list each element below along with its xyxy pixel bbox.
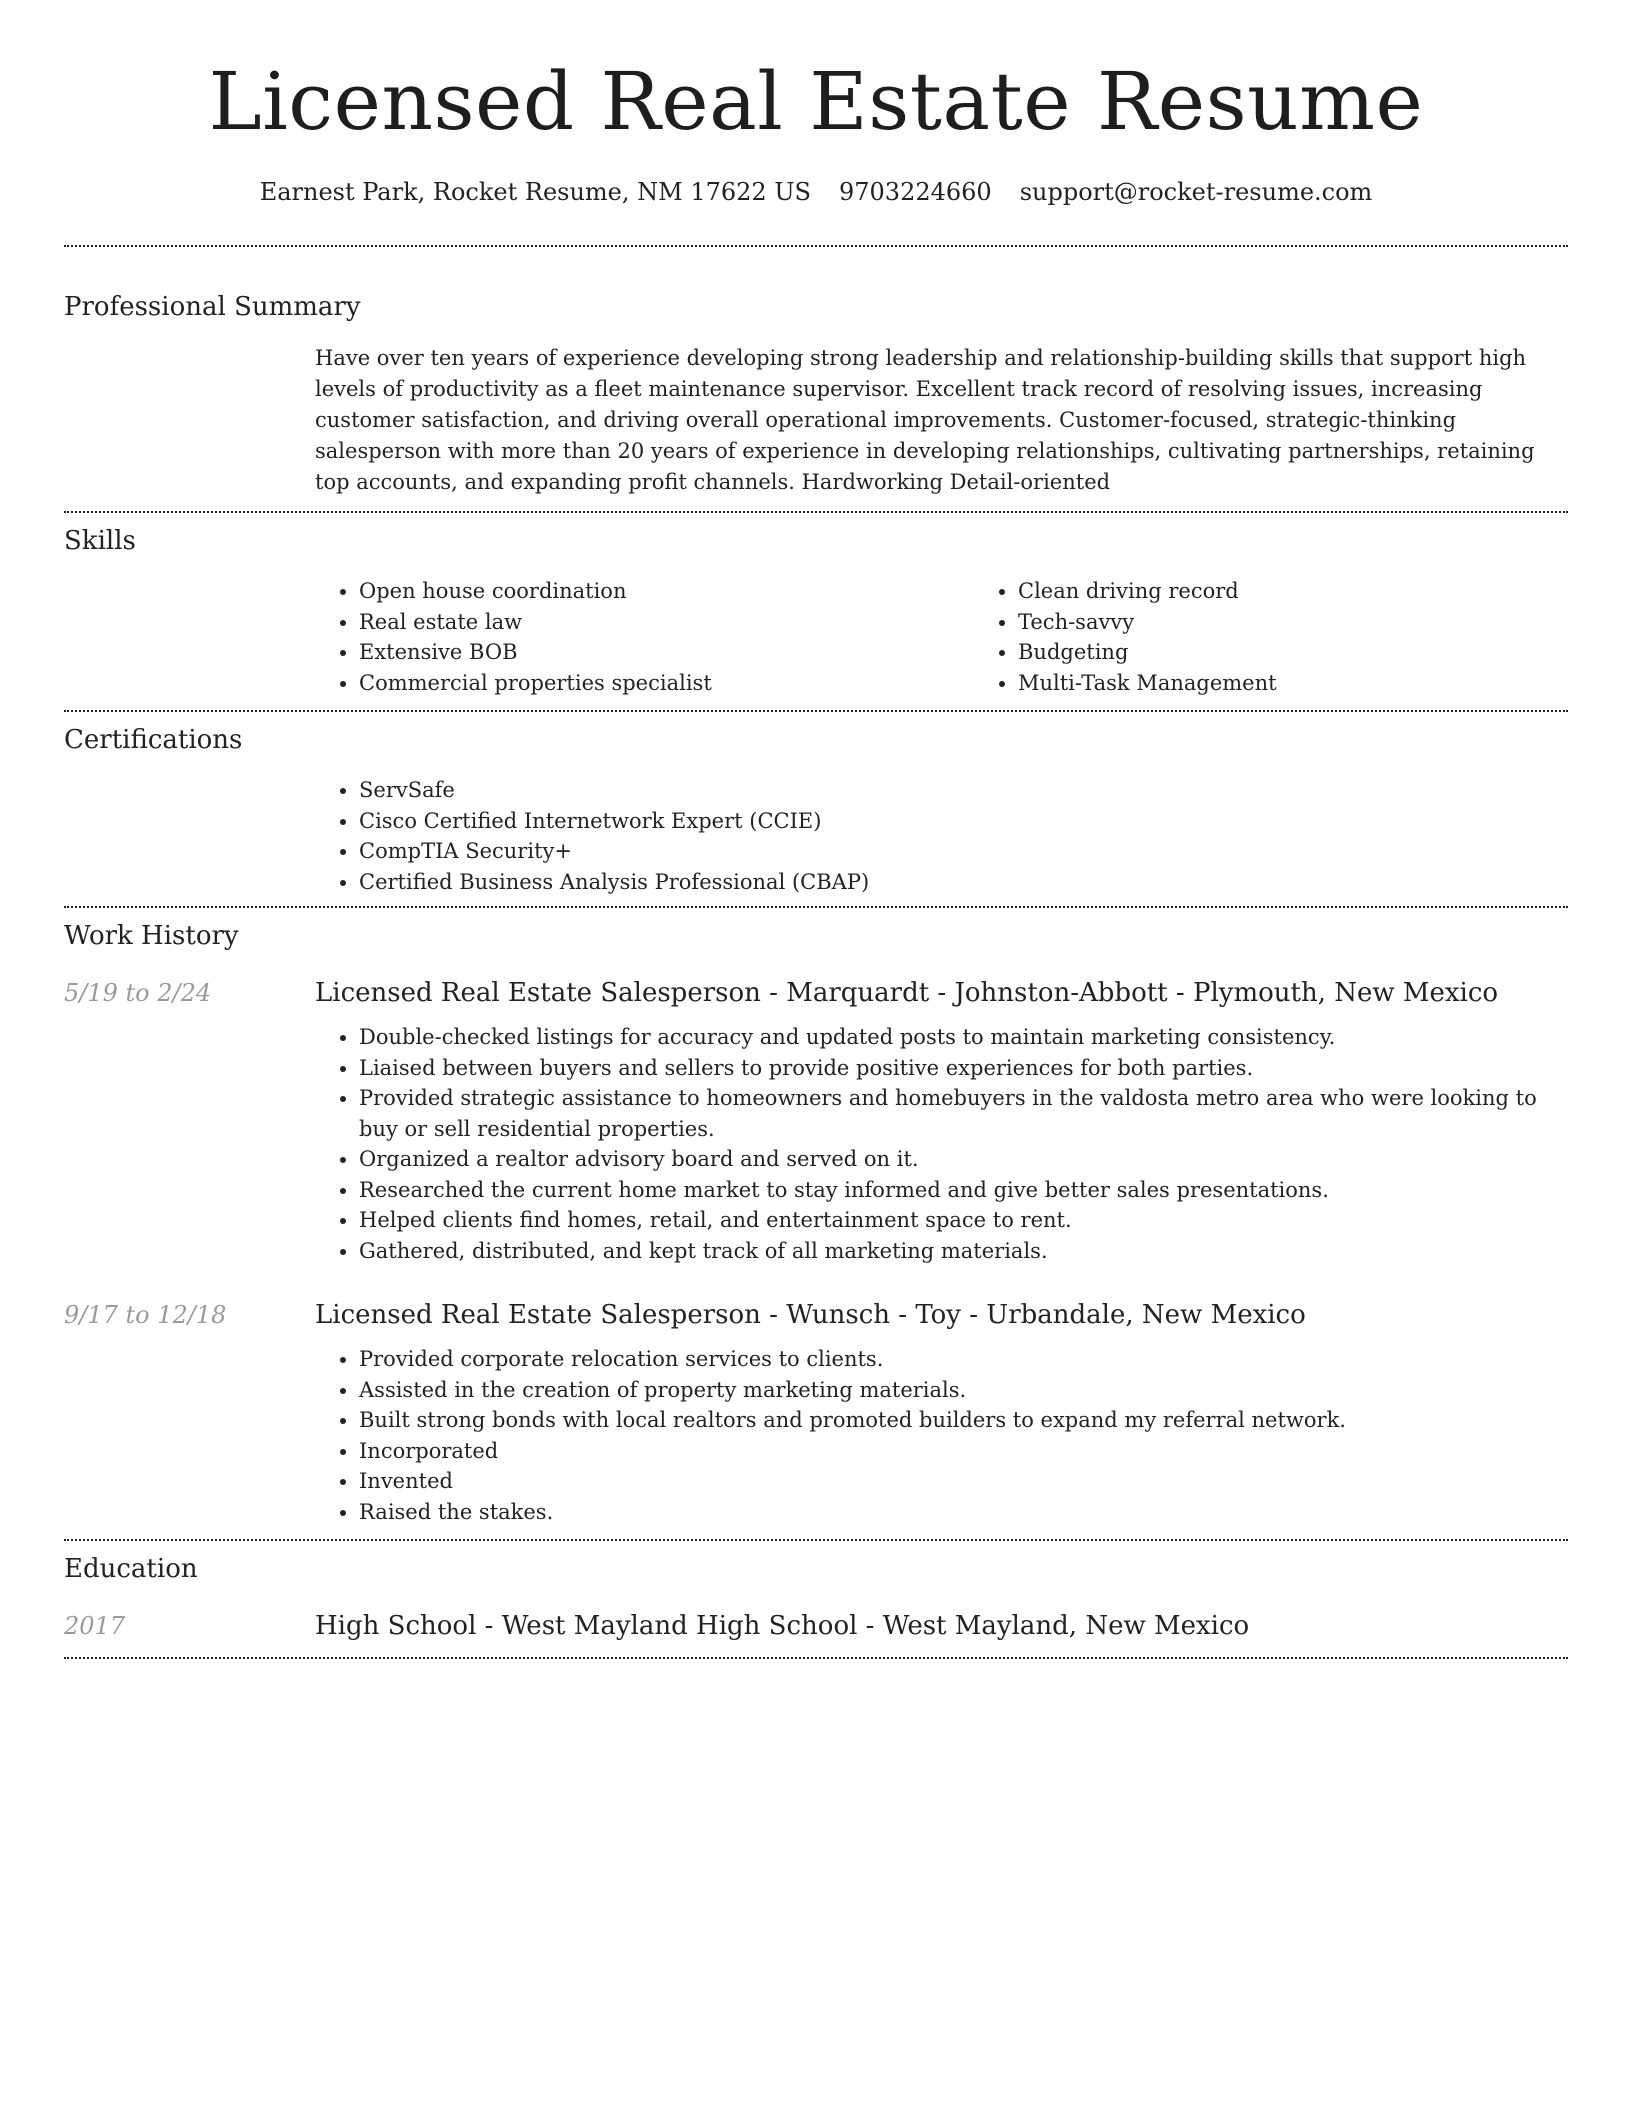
summary-row <box>64 343 1568 498</box>
section-title-education: Education <box>64 1554 198 1584</box>
job-dates: 5/19 to 2/24 <box>64 979 212 1007</box>
certifications-list <box>315 775 1568 897</box>
certification-item: • ServSafe <box>359 775 1568 806</box>
skill-item: • Tech-savvy <box>1018 607 1632 638</box>
skills-list-1 <box>315 576 974 698</box>
skill-item: • Clean driving record <box>1018 576 1632 607</box>
section-title-work-history: Work History <box>64 921 239 951</box>
skills-list-2 <box>974 576 1632 698</box>
education-year: 2017 <box>64 1612 126 1640</box>
certification-item: • CompTIA Security+ <box>359 836 1568 867</box>
job-bullet: • Raised the stakes. <box>359 1497 1568 1528</box>
job-bullet: • Provided strategic assistance to homeowners and homebuyers in the valdosta metro area who were looking to buy or sell residential properties. <box>359 1083 1568 1144</box>
divider <box>64 906 1568 908</box>
skill-item: • Open house coordination <box>359 576 974 607</box>
resume-title: Licensed Real Estate Resume <box>208 55 1424 148</box>
section-title-summary: Professional Summary <box>64 292 361 322</box>
contact-line <box>64 176 1568 208</box>
job-dates: 9/17 to 12/18 <box>64 1301 227 1329</box>
skill-item: • Multi-Task Management <box>1018 668 1632 699</box>
skill-item: • Budgeting <box>1018 637 1632 668</box>
skill-item: • Commercial properties specialist <box>359 668 974 699</box>
job-entry <box>64 1298 1568 1527</box>
divider <box>64 1657 1568 1659</box>
job-entry <box>64 976 1568 1266</box>
skill-item: • Real estate law <box>359 607 974 638</box>
contact-address: Earnest Park, Rocket Resume, NM 17622 US <box>259 178 811 206</box>
job-bullet: • Liaised between buyers and sellers to provide positive experiences for both parties. <box>359 1053 1568 1084</box>
job-bullet: • Organized a realtor advisory board and served on it. <box>359 1144 1568 1175</box>
job-bullet: • Gathered, distributed, and kept track of all marketing materials. <box>359 1236 1568 1267</box>
job-bullet: • Incorporated <box>359 1436 1568 1467</box>
certification-item: • Certified Business Analysis Professional (CBAP) <box>359 867 1568 898</box>
job-bullet: • Double-checked listings for accuracy and updated posts to maintain marketing consistency. <box>359 1022 1568 1053</box>
certifications-row <box>64 775 1568 897</box>
job-bullet: • Researched the current home market to stay informed and give better sales presentations. <box>359 1175 1568 1206</box>
job-bullets <box>315 1022 1568 1266</box>
divider <box>64 245 1568 247</box>
contact-phone: 9703224660 <box>838 178 992 206</box>
job-bullet: • Invented <box>359 1466 1568 1497</box>
job-heading: Licensed Real Estate Salesperson - Wunsch - Toy - Urbandale, New Mexico <box>315 1300 1306 1330</box>
divider <box>64 511 1568 513</box>
job-bullets <box>315 1344 1568 1527</box>
job-bullet: • Provided corporate relocation services to clients. <box>359 1344 1568 1375</box>
divider <box>64 710 1568 712</box>
skill-item: • Extensive BOB <box>359 637 974 668</box>
job-bullet: • Built strong bonds with local realtors and promoted builders to expand my referral network. <box>359 1405 1568 1436</box>
job-bullet: • Assisted in the creation of property marketing materials. <box>359 1375 1568 1406</box>
certification-item: • Cisco Certified Internetwork Expert (CCIE) <box>359 806 1568 837</box>
job-bullet: • Helped clients find homes, retail, and entertainment space to rent. <box>359 1205 1568 1236</box>
summary-text: Have over ten years of experience developing strong leadership and relationship-building skills that support high levels of productivity as a fleet maintenance supervisor. Excellent track record of resolving issues, increasing customer satisfaction, and driving overall operational improvements. Customer-focused, strategic-thinking salesperson with more than 20 years of experience in developing relationships, cultivating partnerships, retaining top accounts, and expanding profit channels. Hardworking Detail-oriented <box>315 346 1535 494</box>
contact-email: support@rocket-resume.com <box>1019 178 1373 206</box>
section-title-certifications: Certifications <box>64 725 243 755</box>
section-title-skills: Skills <box>64 526 136 556</box>
education-entry <box>64 1609 1568 1643</box>
job-heading: Licensed Real Estate Salesperson - Marquardt - Johnston-Abbott - Plymouth, New Mexico <box>315 978 1499 1008</box>
divider <box>64 1539 1568 1541</box>
education-heading: High School - West Mayland High School - West Mayland, New Mexico <box>315 1611 1250 1641</box>
skills-row <box>64 576 1568 698</box>
